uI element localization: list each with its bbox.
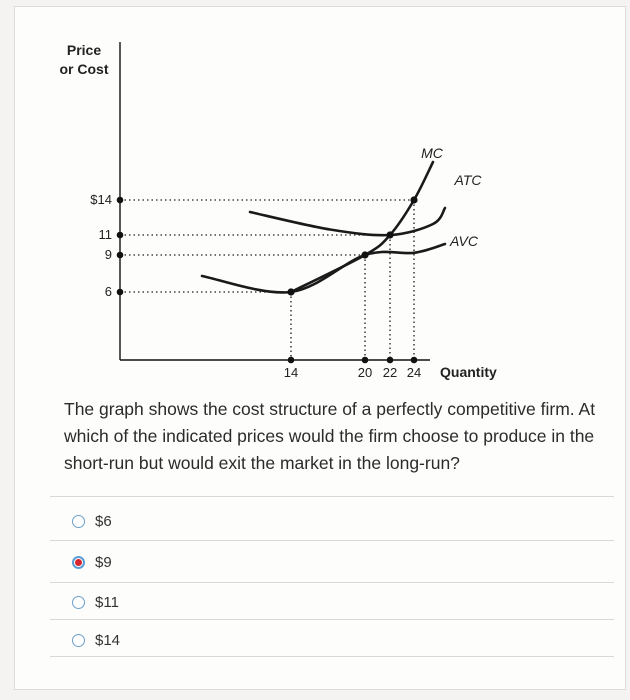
option-label: $11 [95,594,119,611]
option-9[interactable] [72,554,112,571]
intersection-point [410,196,417,203]
series-label-avc: AVC [449,233,479,249]
option-label: $6 [95,513,112,530]
y-axis-label-line2: or Cost [59,61,109,77]
y-tick-dot [117,232,124,239]
series-label-atc: ATC [454,172,482,188]
x-axis-label: Quantity [440,364,497,380]
option-11[interactable] [72,594,119,611]
y-tick-dot [117,197,124,204]
divider [50,619,614,620]
series-label-mc: MC [421,145,443,161]
divider [50,540,614,541]
x-tick-label: 24 [406,365,422,380]
x-tick-dot [288,357,295,364]
x-tick-label: 20 [357,365,373,380]
x-tick-label: 14 [283,365,299,380]
y-tick-label: 6 [104,284,112,299]
y-tick-dot [117,252,124,259]
divider [50,496,614,497]
intersection-point [386,231,393,238]
radio-button-selected[interactable] [72,556,85,569]
divider [50,656,614,657]
y-tick-label: 9 [104,247,112,262]
radio-button[interactable] [72,596,85,609]
option-14[interactable] [72,632,120,649]
x-tick-dot [411,357,418,364]
x-tick-dot [387,357,394,364]
option-6[interactable] [72,513,112,530]
y-axis-label-line1: Price [66,42,102,58]
intersection-point [287,288,294,295]
y-tick-label: $14 [90,192,112,207]
divider [50,582,614,583]
y-tick-label: 11 [98,227,112,242]
option-label: $9 [95,554,112,571]
intersection-point [361,251,368,258]
x-tick-dot [362,357,369,364]
option-label: $14 [95,632,121,649]
x-tick-label: 22 [382,365,398,380]
radio-button[interactable] [72,515,85,528]
question-text: The graph shows the cost structure of a perfectly competitive firm. At which of the indicated prices would the firm choose to produce in the short-run but would exit the market in the long-run? [64,399,596,473]
y-tick-dot [117,289,124,296]
curve-avc [202,244,445,292]
curve-atc [250,208,445,235]
radio-button[interactable] [72,634,85,647]
